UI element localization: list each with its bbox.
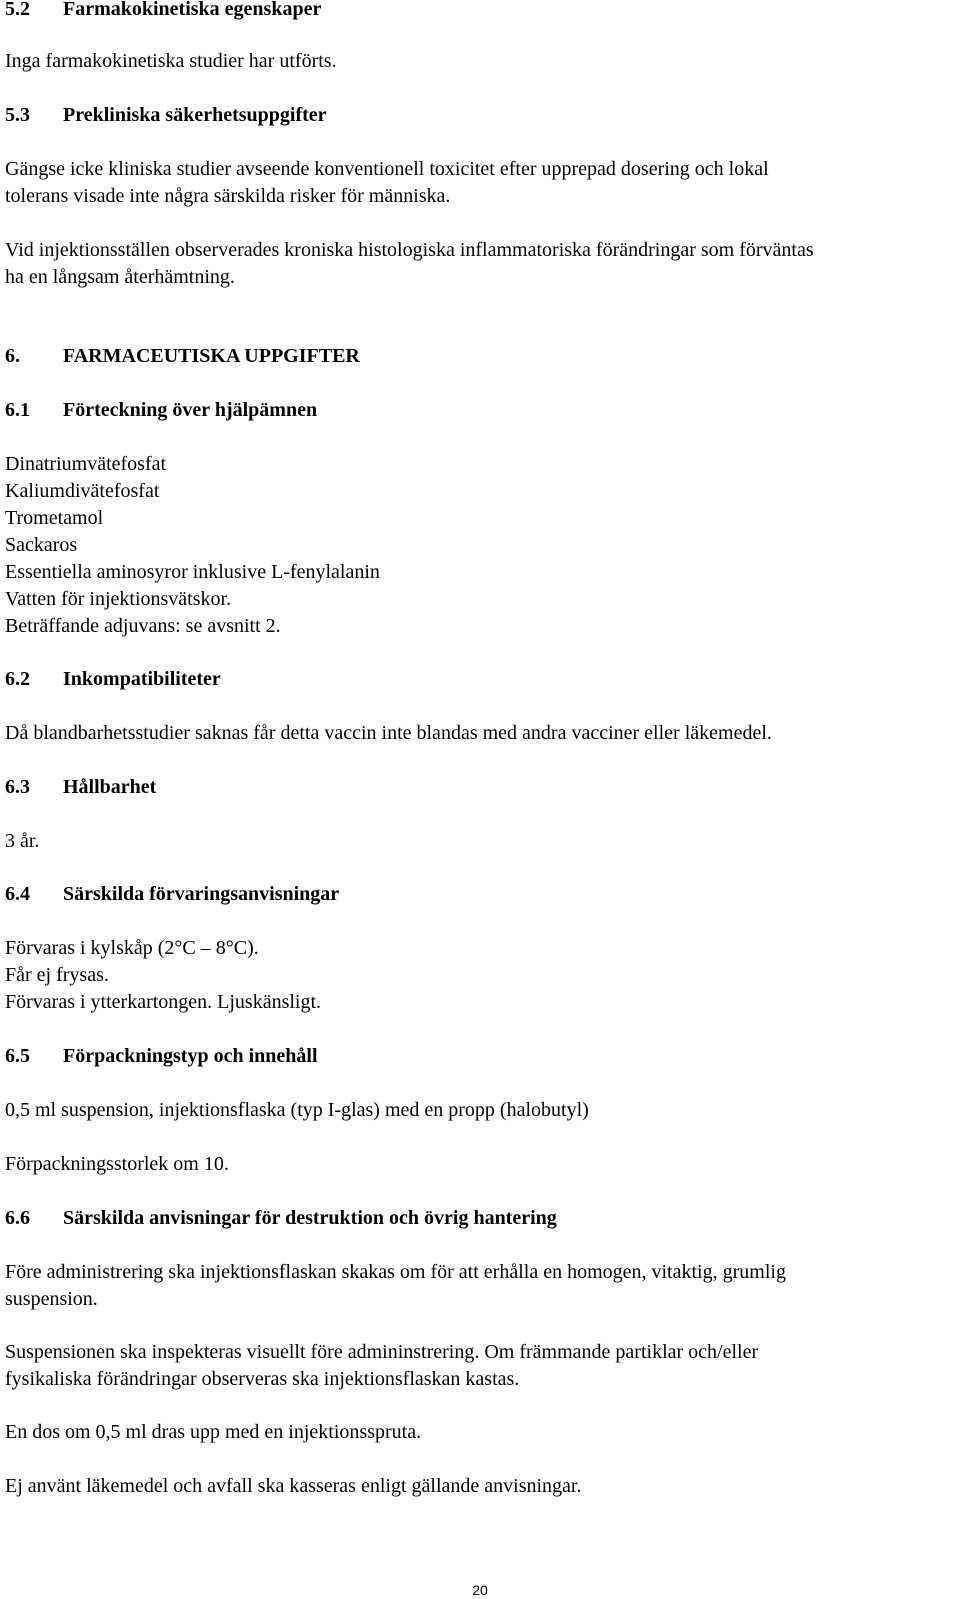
paragraph-6-5-a: 0,5 ml suspension, injektionsflaska (typ I-glas) med en propp (halobutyl) <box>5 1099 589 1121</box>
heading-5-3 <box>5 102 327 129</box>
heading-6-3 <box>5 774 156 801</box>
storage-line: Förvaras i ytterkartongen. Ljuskänsligt. <box>5 991 322 1013</box>
paragraph-6-2: Då blandbarhetsstudier saknas får detta vaccin inte blandas med andra vacciner eller läkemedel. <box>5 722 772 744</box>
excipient-item: Dinatriumvätefosfat <box>5 453 167 475</box>
excipient-item: Beträffande adjuvans: se avsnitt 2. <box>5 615 281 637</box>
paragraph-5-3-b-line-1: Vid injektionsställen observerades kroniska histologiska inflammatoriska förändringar som förväntas <box>5 239 814 261</box>
heading-number: 6.6 <box>5 1207 30 1229</box>
paragraph-6-6-a-line-1: Före administrering ska injektionsflaskan skakas om för att erhålla en homogen, vitaktig, grumlig <box>5 1261 786 1283</box>
paragraph-6-6-c: En dos om 0,5 ml dras upp med en injektionsspruta. <box>5 1421 422 1443</box>
heading-title: Inkompatibiliteter <box>63 668 221 690</box>
heading-title: Förpackningstyp och innehåll <box>63 1045 318 1067</box>
paragraph-5-3-a-line-2: tolerans visade inte några särskilda risker för människa. <box>5 185 451 207</box>
heading-number: 6.5 <box>5 1045 30 1067</box>
heading-number: 5.2 <box>5 0 30 20</box>
heading-title: FARMACEUTISKA UPPGIFTER <box>63 345 360 367</box>
heading-number: 6. <box>5 345 20 367</box>
excipient-item: Vatten för injektionsvätskor. <box>5 588 232 610</box>
excipient-item: Trometamol <box>5 507 104 529</box>
heading-title: Farmakokinetiska egenskaper <box>63 0 322 20</box>
heading-6-6 <box>5 1205 557 1232</box>
storage-line: Får ej frysas. <box>5 964 109 986</box>
paragraph-6-6-d: Ej använt läkemedel och avfall ska kasseras enligt gällande anvisningar. <box>5 1475 582 1497</box>
page-number: 20 <box>472 1582 488 1598</box>
paragraph-6-5-b: Förpackningsstorlek om 10. <box>5 1153 229 1175</box>
heading-6-4 <box>5 881 339 908</box>
paragraph-6-6-b-line-2: fysikaliska förändringar observeras ska injektionsflaskan kastas. <box>5 1368 520 1390</box>
heading-number: 6.3 <box>5 776 30 798</box>
paragraph-6-6-b-line-1: Suspensionen ska inspekteras visuellt före admininstrering. Om främmande partiklar och/eller <box>5 1341 759 1363</box>
paragraph-5-2: Inga farmakokinetiska studier har utförts. <box>5 50 337 72</box>
heading-6-2 <box>5 666 221 693</box>
paragraph-6-3: 3 år. <box>5 830 40 852</box>
heading-number: 5.3 <box>5 104 30 126</box>
paragraph-6-6-a-line-2: suspension. <box>5 1288 98 1310</box>
storage-line: Förvaras i kylskåp (2°C – 8°C). <box>5 937 259 959</box>
heading-5-2 <box>5 0 321 23</box>
heading-number: 6.4 <box>5 883 30 905</box>
heading-6-1 <box>5 397 317 424</box>
excipient-item: Kaliumdivätefosfat <box>5 480 160 502</box>
heading-6 <box>5 343 360 370</box>
heading-title: Särskilda anvisningar för destruktion och övrig hantering <box>63 1207 557 1229</box>
heading-title: Förteckning över hjälpämnen <box>63 399 318 421</box>
heading-number: 6.1 <box>5 399 30 421</box>
heading-title: Prekliniska säkerhetsuppgifter <box>63 104 327 126</box>
paragraph-5-3-b-line-2: ha en långsam återhämtning. <box>5 266 235 288</box>
heading-6-5 <box>5 1043 318 1070</box>
excipient-item: Essentiella aminosyror inklusive L-fenylalanin <box>5 561 380 583</box>
excipient-item: Sackaros <box>5 534 78 556</box>
heading-number: 6.2 <box>5 668 30 690</box>
heading-title: Särskilda förvaringsanvisningar <box>63 883 340 905</box>
paragraph-5-3-a-line-1: Gängse icke kliniska studier avseende konventionell toxicitet efter upprepad dosering och lokal <box>5 158 769 180</box>
heading-title: Hållbarhet <box>63 776 157 798</box>
